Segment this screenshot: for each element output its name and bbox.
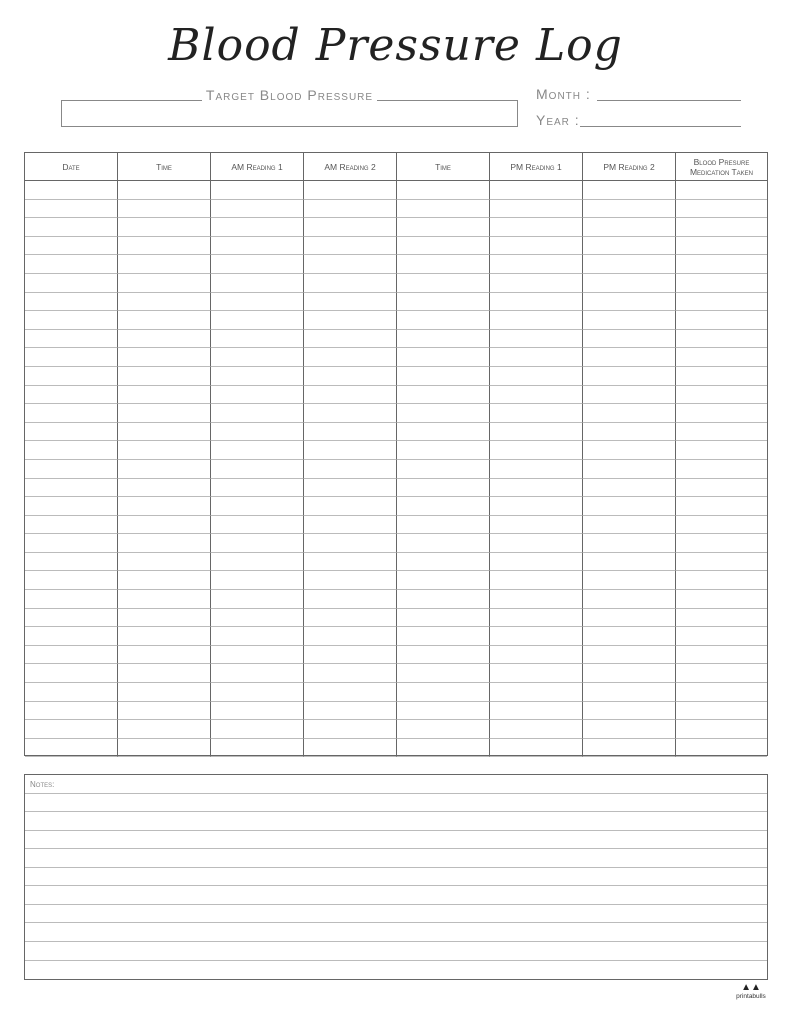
table-cell[interactable]	[397, 441, 490, 460]
table-cell[interactable]	[211, 274, 304, 293]
table-cell[interactable]	[397, 367, 490, 386]
table-cell[interactable]	[583, 553, 676, 572]
table-cell[interactable]	[211, 386, 304, 405]
table-cell[interactable]	[676, 646, 767, 665]
table-cell[interactable]	[583, 646, 676, 665]
notes-line	[25, 922, 767, 923]
table-cell[interactable]	[25, 274, 118, 293]
table-cell[interactable]	[118, 237, 211, 256]
table-cell[interactable]	[118, 255, 211, 274]
table-cell[interactable]	[676, 460, 767, 479]
table-cell[interactable]	[583, 386, 676, 405]
table-cell[interactable]	[118, 590, 211, 609]
table-cell[interactable]	[397, 609, 490, 628]
table-cell[interactable]	[25, 590, 118, 609]
table-cell[interactable]	[118, 702, 211, 721]
table-cell[interactable]	[211, 348, 304, 367]
target-blood-pressure-label-text: Target Blood Pressure	[202, 87, 377, 103]
table-cell[interactable]	[25, 237, 118, 256]
table-cell[interactable]	[397, 255, 490, 274]
table-cell[interactable]	[583, 274, 676, 293]
table-cell[interactable]	[25, 293, 118, 312]
table-cell[interactable]	[397, 404, 490, 423]
table-cell[interactable]	[583, 181, 676, 200]
table-cell[interactable]	[397, 237, 490, 256]
table-cell[interactable]	[304, 739, 397, 758]
table-cell[interactable]	[304, 218, 397, 237]
table-cell[interactable]	[397, 200, 490, 219]
table-cell[interactable]	[676, 553, 767, 572]
table-cell[interactable]	[304, 348, 397, 367]
table-cell[interactable]	[25, 646, 118, 665]
table-cell[interactable]	[676, 534, 767, 553]
table-cell[interactable]	[397, 386, 490, 405]
table-cell[interactable]	[397, 218, 490, 237]
table-cell[interactable]	[118, 293, 211, 312]
table-cell[interactable]	[211, 330, 304, 349]
table-cell[interactable]	[490, 571, 583, 590]
table-cell[interactable]	[676, 181, 767, 200]
table-cell[interactable]	[490, 386, 583, 405]
table-cell[interactable]	[211, 423, 304, 442]
table-cell[interactable]	[304, 404, 397, 423]
table-cell[interactable]	[397, 293, 490, 312]
table-cell[interactable]	[490, 646, 583, 665]
table-cell[interactable]	[583, 609, 676, 628]
table-cell[interactable]	[397, 590, 490, 609]
table-cell[interactable]	[118, 683, 211, 702]
table-cell[interactable]	[211, 460, 304, 479]
table-cell[interactable]	[118, 571, 211, 590]
brand-logo	[731, 983, 771, 1001]
table-cell[interactable]	[25, 255, 118, 274]
table-cell[interactable]	[304, 479, 397, 498]
table-cell[interactable]	[397, 553, 490, 572]
table-cell[interactable]	[490, 311, 583, 330]
notes-box[interactable]	[24, 774, 768, 980]
table-cell[interactable]	[490, 739, 583, 758]
table-cell[interactable]	[490, 683, 583, 702]
table-cell[interactable]	[676, 386, 767, 405]
table-cell[interactable]	[490, 664, 583, 683]
table-cell[interactable]	[676, 311, 767, 330]
table-cell[interactable]	[25, 534, 118, 553]
table-cell[interactable]	[211, 664, 304, 683]
table-cell[interactable]	[304, 311, 397, 330]
table-cell[interactable]	[676, 571, 767, 590]
year-label: Year :	[536, 112, 580, 128]
table-cell[interactable]	[25, 739, 118, 758]
table-cell[interactable]	[211, 200, 304, 219]
table-cell[interactable]	[583, 516, 676, 535]
header-am-reading-2: AM Reading 2	[304, 153, 397, 181]
month-field[interactable]	[597, 100, 741, 101]
table-cell[interactable]	[304, 664, 397, 683]
table-cell[interactable]	[304, 423, 397, 442]
table-cell[interactable]	[118, 200, 211, 219]
table-body	[25, 181, 767, 757]
table-cell[interactable]	[118, 274, 211, 293]
table-cell[interactable]	[490, 181, 583, 200]
header-am-reading-1: AM Reading 1	[211, 153, 304, 181]
table-cell[interactable]	[397, 664, 490, 683]
table-cell[interactable]	[118, 181, 211, 200]
table-cell[interactable]	[25, 441, 118, 460]
table-cell[interactable]	[676, 683, 767, 702]
notes-line	[25, 793, 767, 794]
table-cell[interactable]	[397, 181, 490, 200]
notes-line	[25, 848, 767, 849]
table-cell[interactable]	[118, 479, 211, 498]
table-cell[interactable]	[583, 627, 676, 646]
table-cell[interactable]	[676, 590, 767, 609]
table-cell[interactable]	[25, 386, 118, 405]
table-cell[interactable]	[25, 330, 118, 349]
table-cell[interactable]	[118, 330, 211, 349]
table-cell[interactable]	[583, 404, 676, 423]
brand-name: printabulls	[736, 993, 766, 1000]
table-cell[interactable]	[676, 664, 767, 683]
table-cell[interactable]	[25, 720, 118, 739]
table-cell[interactable]	[118, 553, 211, 572]
table-cell[interactable]	[583, 479, 676, 498]
table-cell[interactable]	[304, 181, 397, 200]
table-cell[interactable]	[118, 386, 211, 405]
notes-line	[25, 885, 767, 886]
table-cell[interactable]	[676, 404, 767, 423]
table-cell[interactable]	[304, 720, 397, 739]
table-cell[interactable]	[25, 479, 118, 498]
table-cell[interactable]	[490, 200, 583, 219]
table-cell[interactable]	[25, 702, 118, 721]
table-cell[interactable]	[118, 534, 211, 553]
table-cell[interactable]	[304, 293, 397, 312]
notes-line	[25, 830, 767, 831]
table-cell[interactable]	[583, 255, 676, 274]
table-cell[interactable]	[583, 590, 676, 609]
table-cell[interactable]	[25, 553, 118, 572]
table-cell[interactable]	[583, 218, 676, 237]
header-pm-time: Time	[397, 153, 490, 181]
table-cell[interactable]	[397, 720, 490, 739]
table-cell[interactable]	[118, 646, 211, 665]
notes-line	[25, 941, 767, 942]
table-cell[interactable]	[118, 627, 211, 646]
table-cell[interactable]	[676, 739, 767, 758]
header-date: Date	[25, 153, 118, 181]
table-cell[interactable]	[211, 702, 304, 721]
table-cell[interactable]	[490, 720, 583, 739]
table-cell[interactable]	[676, 330, 767, 349]
table-cell[interactable]	[676, 720, 767, 739]
table-cell[interactable]	[211, 571, 304, 590]
notes-line	[25, 960, 767, 961]
table-cell[interactable]	[211, 237, 304, 256]
year-field[interactable]	[580, 126, 741, 127]
table-cell[interactable]	[490, 274, 583, 293]
table-cell[interactable]	[118, 497, 211, 516]
table-cell[interactable]	[676, 255, 767, 274]
table-cell[interactable]	[397, 479, 490, 498]
table-cell[interactable]	[211, 255, 304, 274]
table-cell[interactable]	[118, 218, 211, 237]
table-cell[interactable]	[583, 702, 676, 721]
table-cell[interactable]	[211, 479, 304, 498]
table-cell[interactable]	[676, 497, 767, 516]
table-cell[interactable]	[397, 702, 490, 721]
header-medication-taken: Blood Presure Medication Taken	[676, 153, 767, 181]
target-blood-pressure-field[interactable]	[61, 100, 518, 127]
table-cell[interactable]	[25, 367, 118, 386]
table-cell[interactable]	[490, 702, 583, 721]
notes-line	[25, 904, 767, 905]
table-cell[interactable]	[25, 664, 118, 683]
table-cell[interactable]	[583, 330, 676, 349]
table-cell[interactable]	[25, 683, 118, 702]
notes-label: Notes:	[30, 780, 55, 789]
table-cell[interactable]	[304, 200, 397, 219]
table-cell[interactable]	[490, 553, 583, 572]
table-cell[interactable]	[490, 441, 583, 460]
header-am-time: Time	[118, 153, 211, 181]
table-cell[interactable]	[397, 460, 490, 479]
table-cell[interactable]	[490, 497, 583, 516]
table-cell[interactable]	[304, 386, 397, 405]
header-pm-reading-2: PM Reading 2	[583, 153, 676, 181]
table-cell[interactable]	[304, 702, 397, 721]
table-cell[interactable]	[25, 571, 118, 590]
table-cell[interactable]	[583, 348, 676, 367]
table-cell[interactable]	[490, 516, 583, 535]
table-cell[interactable]	[490, 237, 583, 256]
table-cell[interactable]	[583, 739, 676, 758]
table-cell[interactable]	[304, 460, 397, 479]
table-cell[interactable]	[397, 423, 490, 442]
table-cell[interactable]	[490, 479, 583, 498]
table-cell[interactable]	[490, 534, 583, 553]
table-cell[interactable]	[304, 571, 397, 590]
table-cell[interactable]	[211, 553, 304, 572]
table-cell[interactable]	[583, 497, 676, 516]
table-cell[interactable]	[304, 590, 397, 609]
table-cell[interactable]	[304, 274, 397, 293]
table-cell[interactable]	[583, 460, 676, 479]
table-cell[interactable]	[211, 739, 304, 758]
table-cell[interactable]	[583, 311, 676, 330]
table-cell[interactable]	[211, 497, 304, 516]
table-cell[interactable]	[490, 293, 583, 312]
table-cell[interactable]	[211, 590, 304, 609]
table-cell[interactable]	[211, 441, 304, 460]
table-cell[interactable]	[397, 571, 490, 590]
page-title: Blood Pressure Log	[168, 20, 623, 71]
table-cell[interactable]	[490, 348, 583, 367]
table-cell[interactable]	[211, 609, 304, 628]
table-cell[interactable]	[118, 664, 211, 683]
table-cell[interactable]	[676, 423, 767, 442]
table-cell[interactable]	[118, 311, 211, 330]
table-cell[interactable]	[25, 609, 118, 628]
notes-line	[25, 867, 767, 868]
table-cell[interactable]	[304, 609, 397, 628]
table-cell[interactable]	[397, 646, 490, 665]
table-cell[interactable]	[211, 627, 304, 646]
table-cell[interactable]	[583, 441, 676, 460]
table-cell[interactable]	[676, 218, 767, 237]
table-cell[interactable]	[25, 423, 118, 442]
table-cell[interactable]	[583, 534, 676, 553]
table-cell[interactable]	[118, 367, 211, 386]
table-cell[interactable]	[583, 683, 676, 702]
table-cell[interactable]	[118, 423, 211, 442]
table-cell[interactable]	[583, 720, 676, 739]
table-cell[interactable]	[583, 367, 676, 386]
table-cell[interactable]	[583, 200, 676, 219]
table-cell[interactable]	[490, 255, 583, 274]
table-cell[interactable]	[25, 348, 118, 367]
table-cell[interactable]	[304, 441, 397, 460]
table-cell[interactable]	[583, 293, 676, 312]
table-cell[interactable]	[676, 627, 767, 646]
table-cell[interactable]	[676, 237, 767, 256]
table-cell[interactable]	[211, 534, 304, 553]
table-cell[interactable]	[118, 720, 211, 739]
table-cell[interactable]	[304, 516, 397, 535]
table-cell[interactable]	[490, 460, 583, 479]
table-cell[interactable]	[583, 423, 676, 442]
table-cell[interactable]	[676, 200, 767, 219]
table-cell[interactable]	[25, 218, 118, 237]
table-cell[interactable]	[397, 497, 490, 516]
table-cell[interactable]	[397, 348, 490, 367]
table-cell[interactable]	[118, 516, 211, 535]
table-cell[interactable]	[211, 218, 304, 237]
table-cell[interactable]	[397, 627, 490, 646]
notes-line	[25, 811, 767, 812]
table-cell[interactable]	[676, 609, 767, 628]
table-cell[interactable]	[490, 367, 583, 386]
table-cell[interactable]	[211, 516, 304, 535]
table-cell[interactable]	[304, 237, 397, 256]
table-cell[interactable]	[25, 497, 118, 516]
table-cell[interactable]	[304, 497, 397, 516]
month-label: Month :	[536, 86, 591, 102]
table-cell[interactable]	[25, 516, 118, 535]
table-cell[interactable]	[304, 255, 397, 274]
table-cell[interactable]	[304, 683, 397, 702]
table-cell[interactable]	[397, 311, 490, 330]
table-cell[interactable]	[397, 516, 490, 535]
table-cell[interactable]	[25, 311, 118, 330]
table-cell[interactable]	[304, 330, 397, 349]
table-cell[interactable]	[211, 311, 304, 330]
table-cell[interactable]	[304, 534, 397, 553]
table-cell[interactable]	[211, 367, 304, 386]
table-cell[interactable]	[490, 218, 583, 237]
table-cell[interactable]	[583, 664, 676, 683]
table-cell[interactable]	[211, 293, 304, 312]
table-cell[interactable]	[211, 181, 304, 200]
header-pm-reading-1: PM Reading 1	[490, 153, 583, 181]
table-cell[interactable]	[118, 739, 211, 758]
table-cell[interactable]	[583, 237, 676, 256]
blood-pressure-log-table	[24, 152, 768, 756]
table-cell[interactable]	[490, 590, 583, 609]
table-cell[interactable]	[676, 274, 767, 293]
table-cell[interactable]	[118, 404, 211, 423]
table-cell[interactable]	[397, 330, 490, 349]
table-cell[interactable]	[490, 609, 583, 628]
table-cell[interactable]	[397, 534, 490, 553]
table-cell[interactable]	[25, 460, 118, 479]
target-blood-pressure-label	[0, 87, 579, 103]
table-cell[interactable]	[397, 274, 490, 293]
table-cell[interactable]	[490, 330, 583, 349]
bull-icon: ▲▲	[741, 982, 761, 993]
table-cell[interactable]	[304, 367, 397, 386]
table-cell[interactable]	[397, 739, 490, 758]
table-cell[interactable]	[676, 348, 767, 367]
table-cell[interactable]	[25, 181, 118, 200]
table-cell[interactable]	[118, 441, 211, 460]
table-cell[interactable]	[676, 479, 767, 498]
table-cell[interactable]	[211, 404, 304, 423]
table-cell[interactable]	[118, 460, 211, 479]
table-cell[interactable]	[211, 683, 304, 702]
table-cell[interactable]	[25, 627, 118, 646]
table-cell[interactable]	[583, 571, 676, 590]
table-cell[interactable]	[118, 609, 211, 628]
table-cell[interactable]	[304, 646, 397, 665]
table-cell[interactable]	[304, 553, 397, 572]
table-cell[interactable]	[211, 720, 304, 739]
table-cell[interactable]	[211, 646, 304, 665]
table-cell[interactable]	[490, 404, 583, 423]
table-cell[interactable]	[490, 627, 583, 646]
table-cell[interactable]	[676, 441, 767, 460]
table-cell[interactable]	[25, 404, 118, 423]
table-cell[interactable]	[676, 367, 767, 386]
table-cell[interactable]	[676, 702, 767, 721]
table-cell[interactable]	[490, 423, 583, 442]
table-cell[interactable]	[25, 200, 118, 219]
table-cell[interactable]	[676, 293, 767, 312]
table-cell[interactable]	[397, 683, 490, 702]
table-cell[interactable]	[304, 627, 397, 646]
table-cell[interactable]	[118, 348, 211, 367]
table-cell[interactable]	[676, 516, 767, 535]
